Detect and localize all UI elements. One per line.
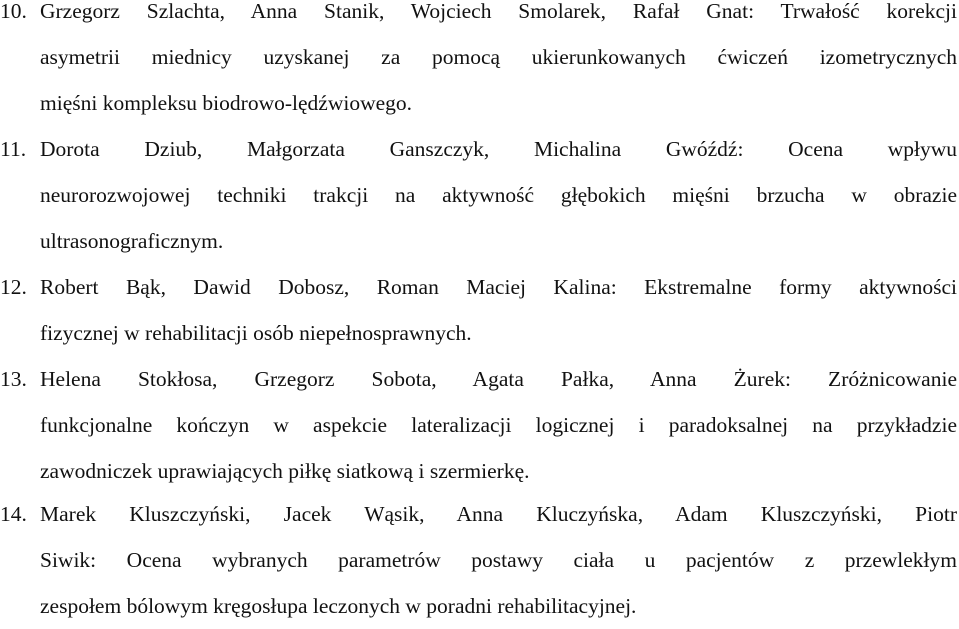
reference-line: mięśni kompleksu biodrowo-lędźwiowego. [40, 91, 413, 115]
reference-line: funkcjonalne kończyn w aspekcie lateralizacji logicznej i paradoksalnej na przykładzie [40, 413, 957, 437]
reference-line: zawodniczek uprawiających piłkę siatkową i szermierkę. [40, 459, 530, 483]
reference-line [0, 0, 957, 34]
reference-line: Siwik: Ocena wybranych parametrów postawy ciała u pacjentów z przewlekłym [40, 548, 957, 572]
reference-number: 10. [0, 0, 27, 23]
reference-line: zespołem bólowym kręgosłupa leczonych w poradni rehabilitacyjnej. [40, 594, 637, 618]
reference-item-11 [0, 126, 957, 264]
reference-line [0, 491, 957, 537]
reference-item-12 [0, 264, 957, 356]
reference-number: 13. [0, 367, 27, 391]
reference-text: Marek Kluszczyński, Jacek Wąsik, Anna Kluczyńska, Adam Kluszczyński, Piotr [40, 502, 957, 526]
reference-item-13 [0, 356, 957, 494]
reference-line [0, 356, 957, 402]
reference-item-14 [0, 491, 957, 629]
reference-item-10 [0, 0, 957, 126]
reference-line [0, 264, 957, 310]
reference-line [0, 126, 957, 172]
reference-text: Grzegorz Szlachta, Anna Stanik, Wojciech Smolarek, Rafał Gnat: Trwałość korekcji [40, 0, 957, 23]
reference-text: Dorota Dziub, Małgorzata Ganszczyk, Michalina Gwóźdź: Ocena wpływu [40, 137, 957, 161]
reference-number: 12. [0, 275, 27, 299]
reference-line: asymetrii miednicy uzyskanej za pomocą ukierunkowanych ćwiczeń izometrycznych [40, 45, 957, 69]
reference-text: Helena Stokłosa, Grzegorz Sobota, Agata Pałka, Anna Żurek: Zróżnicowanie [40, 367, 957, 391]
reference-number: 14. [0, 502, 27, 526]
reference-text: Robert Bąk, Dawid Dobosz, Roman Maciej Kalina: Ekstremalne formy aktywności [40, 275, 957, 299]
reference-line: neurorozwojowej techniki trakcji na aktywność głębokich mięśni brzucha w obrazie [40, 183, 957, 207]
reference-number: 11. [0, 137, 27, 161]
reference-line: ultrasonograficznym. [40, 229, 224, 253]
reference-line: fizycznej w rehabilitacji osób niepełnosprawnych. [40, 321, 472, 345]
